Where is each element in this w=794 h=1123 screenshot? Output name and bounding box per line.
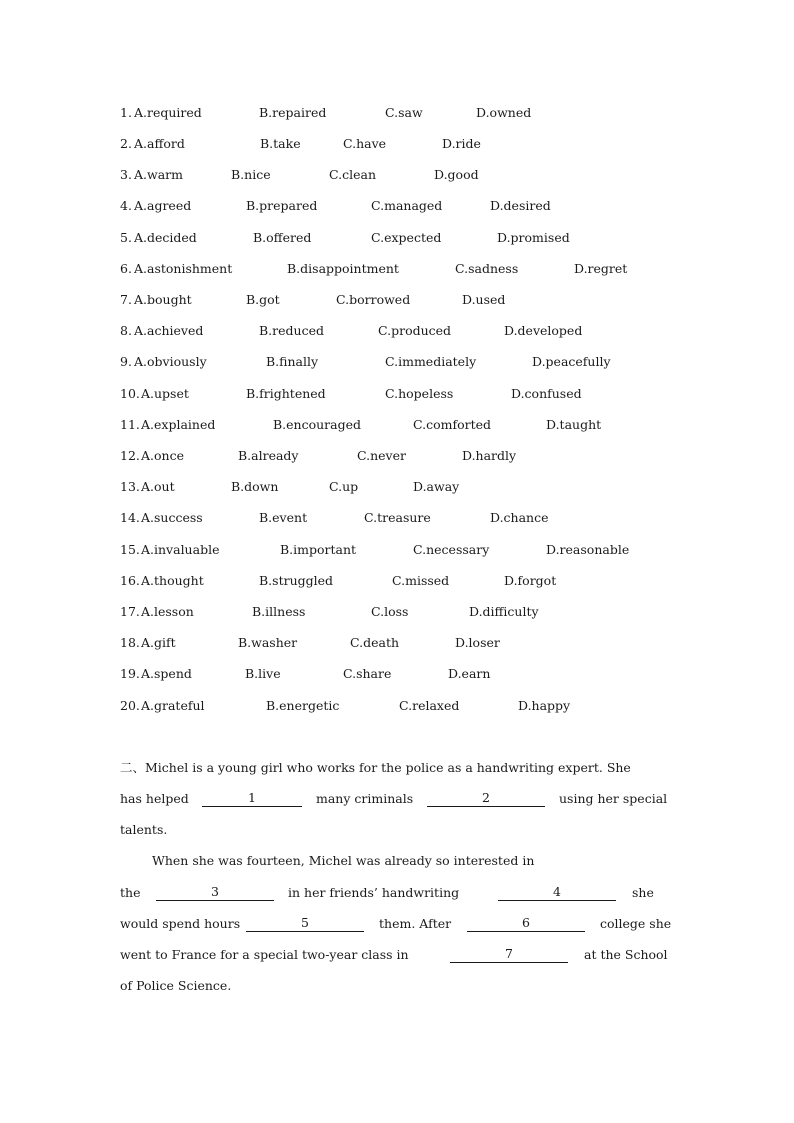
question-number: 13. [120,479,140,494]
passage-text: in her friends’ handwriting [288,885,460,900]
answer-blank-7[interactable] [450,945,568,963]
question-number: 4. [120,198,132,213]
passage-text: 二、Michel is a young girl who works for the police as a handwriting expert. She [120,760,631,775]
question-number: 16. [120,573,140,588]
option-b[interactable]: B.reduced [259,323,324,338]
option-d[interactable]: D.chance [490,510,549,525]
passage-text: would spend hours [120,916,241,931]
option-a[interactable]: A.success [141,510,203,525]
option-c[interactable]: C.produced [378,323,452,338]
option-c[interactable]: C.comforted [413,417,492,432]
option-d[interactable]: D.taught [546,417,602,432]
option-c[interactable]: C.never [357,448,406,463]
blank-number: 1 [248,790,256,805]
option-d[interactable]: D.reasonable [546,542,630,557]
option-b[interactable]: B.illness [252,604,306,619]
option-b[interactable]: B.disappointment [287,261,399,276]
passage-text: the [120,885,141,900]
passage-text: them. After [379,916,452,931]
option-d[interactable]: D.happy [518,698,571,713]
option-b[interactable]: B.already [238,448,299,463]
option-a[interactable]: A.grateful [141,698,205,713]
option-c[interactable]: C.missed [392,573,450,588]
option-a[interactable]: A.gift [141,635,176,650]
option-a[interactable]: A.warm [134,167,183,182]
passage-text: has helped [120,791,189,806]
option-d[interactable]: D.forgot [504,573,557,588]
passage-text: college she [600,916,672,931]
question-number: 14. [120,510,140,525]
option-a[interactable]: A.upset [141,386,189,401]
option-a[interactable]: A.required [134,105,202,120]
question-number: 11. [120,417,140,432]
question-number: 17. [120,604,140,619]
option-a[interactable]: A.bought [134,292,192,307]
option-b[interactable]: B.repaired [259,105,327,120]
answer-blank-3[interactable] [156,883,274,901]
option-d[interactable]: D.desired [490,198,551,213]
answer-blank-4[interactable] [498,883,616,901]
question-number: 9. [120,354,132,369]
option-d[interactable]: D.owned [476,105,532,120]
option-a[interactable]: A.achieved [134,323,204,338]
option-b[interactable]: B.nice [231,167,271,182]
option-c[interactable]: C.hopeless [385,386,454,401]
blank-number: 4 [553,884,561,899]
question-number: 15. [120,542,140,557]
option-b[interactable]: B.live [245,666,281,681]
blank-number: 5 [301,915,309,930]
option-a[interactable]: A.spend [141,666,192,681]
question-number: 10. [120,386,140,401]
answer-blank-1[interactable] [202,789,302,807]
option-b[interactable]: B.energetic [266,698,340,713]
option-d[interactable]: D.used [462,292,506,307]
passage-text: at the School [584,947,668,962]
option-b[interactable]: B.finally [266,354,319,369]
option-c[interactable]: C.share [343,666,392,681]
blank-number: 7 [505,946,513,961]
option-b[interactable]: B.take [260,136,301,151]
passage-text: of Police Science. [120,978,232,993]
option-d[interactable]: D.ride [442,136,481,151]
option-d[interactable]: D.earn [448,666,491,681]
option-a[interactable]: A.lesson [141,604,194,619]
blank-number: 2 [482,790,490,805]
option-c[interactable]: C.have [343,136,387,151]
passage-text: using her special [559,791,668,806]
question-number: 12. [120,448,140,463]
question-number: 7. [120,292,132,307]
question-number: 3. [120,167,132,182]
option-c[interactable]: C.death [350,635,400,650]
option-c[interactable]: C.saw [385,105,423,120]
option-d[interactable]: D.difficulty [469,604,539,619]
option-b[interactable]: B.encouraged [273,417,362,432]
option-b[interactable]: B.struggled [259,573,334,588]
question-number: 1. [120,105,132,120]
passage-text: she [632,885,654,900]
option-c[interactable]: C.loss [371,604,409,619]
option-b[interactable]: B.got [246,292,280,307]
option-c[interactable]: C.treasure [364,510,431,525]
passage-text: went to France for a special two-year class in [120,947,409,962]
option-a[interactable]: A.once [141,448,184,463]
option-c[interactable]: C.up [329,479,359,494]
option-c[interactable]: C.relaxed [399,698,460,713]
option-b[interactable]: B.prepared [246,198,318,213]
blank-number: 6 [522,915,530,930]
option-a[interactable]: A.afford [134,136,185,151]
answer-blank-6[interactable] [467,914,585,932]
option-c[interactable]: C.expected [371,230,442,245]
question-number: 6. [120,261,132,276]
option-c[interactable]: C.borrowed [336,292,411,307]
option-d[interactable]: D.loser [455,635,500,650]
option-b[interactable]: B.frightened [246,386,326,401]
option-c[interactable]: C.clean [329,167,376,182]
question-number: 8. [120,323,132,338]
option-a[interactable]: A.invaluable [141,542,220,557]
option-b[interactable]: B.down [231,479,279,494]
option-a[interactable]: A.out [141,479,175,494]
passage-text: many criminals [316,791,414,806]
option-d[interactable]: D.promised [497,230,570,245]
option-c[interactable]: C.necessary [413,542,490,557]
answer-blank-2[interactable] [427,789,545,807]
option-d[interactable]: D.peacefully [532,354,611,369]
option-d[interactable]: D.developed [504,323,583,338]
option-c[interactable]: C.immediately [385,354,477,369]
option-d[interactable]: D.away [413,479,460,494]
passage-text: When she was fourteen, Michel was already so interested in [152,853,535,868]
answer-blank-5[interactable] [246,914,364,932]
question-number: 18. [120,635,140,650]
question-number: 2. [120,136,132,151]
question-number: 19. [120,666,140,681]
option-a[interactable]: A.agreed [134,198,192,213]
option-a[interactable]: A.decided [134,230,197,245]
option-b[interactable]: B.event [259,510,308,525]
option-b[interactable]: B.offered [253,230,312,245]
option-a[interactable]: A.thought [141,573,204,588]
option-c[interactable]: C.managed [371,198,443,213]
blank-number: 3 [211,884,219,899]
question-number: 5. [120,230,132,245]
question-number: 20. [120,698,140,713]
option-a[interactable]: A.obviously [134,354,207,369]
option-b[interactable]: B.washer [238,635,298,650]
option-d[interactable]: D.good [434,167,479,182]
option-b[interactable]: B.important [280,542,357,557]
passage-text: talents. [120,822,168,837]
option-d[interactable]: D.confused [511,386,582,401]
option-d[interactable]: D.regret [574,261,628,276]
option-c[interactable]: C.sadness [455,261,519,276]
option-a[interactable]: A.explained [141,417,216,432]
option-a[interactable]: A.astonishment [134,261,233,276]
option-d[interactable]: D.hardly [462,448,517,463]
